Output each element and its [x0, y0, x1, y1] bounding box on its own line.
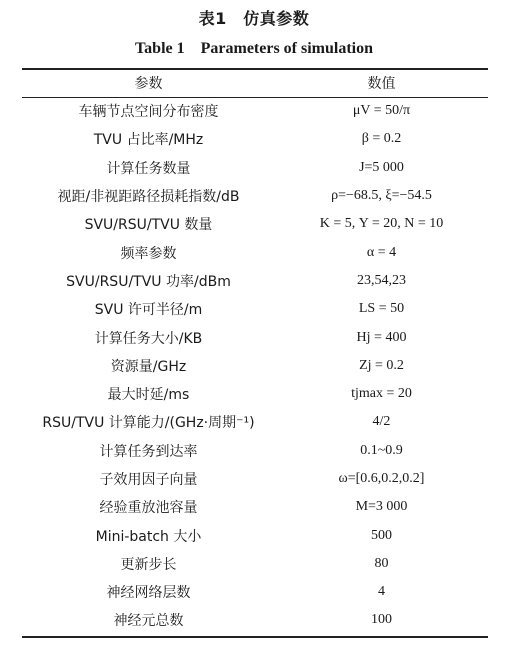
table-row [22, 380, 488, 408]
parameter-value: 500 [371, 527, 392, 543]
header-parameter: 参数 [134, 76, 163, 92]
parameter-name: 最大时延/ms [107, 387, 190, 404]
table-row [22, 606, 488, 634]
table-row [22, 465, 488, 493]
table-row [22, 154, 488, 182]
parameter-name: 频率参数 [120, 245, 177, 262]
table-row [22, 125, 488, 153]
parameter-value: ρ=−68.5, ξ=−54.5 [331, 188, 432, 204]
table-row [22, 323, 488, 351]
parameters-table [22, 69, 488, 635]
parameter-value: M=3 000 [355, 499, 408, 515]
parameter-name: 计算任务数量 [106, 160, 191, 177]
parameter-name: TVU 占比率/MHz [93, 132, 204, 149]
table-row [22, 210, 488, 238]
parameter-value: α = 4 [366, 244, 397, 260]
parameter-name: 计算任务到达率 [99, 443, 198, 460]
parameter-value: 80 [374, 555, 389, 571]
parameter-value: 4/2 [372, 414, 391, 430]
table-bottom-rule [22, 636, 488, 638]
table-row [22, 550, 488, 578]
parameter-name: 神经网络层数 [106, 585, 191, 602]
parameter-name: Mini-batch 大小 [95, 528, 202, 545]
parameter-value: Hj = 400 [356, 329, 407, 345]
table-row [22, 578, 488, 606]
parameter-value: 4 [378, 584, 385, 600]
parameter-value: ω=[0.6,0.2,0.2] [338, 471, 425, 486]
parameter-value: tjmax = 20 [351, 386, 412, 402]
table-caption-english: Table 1 Parameters of simulation [134, 40, 374, 57]
table-row [22, 267, 488, 295]
table-caption-chinese: 表1 仿真参数 [198, 9, 310, 28]
parameter-name: 视距/非视距路径损耗指数/dB [57, 189, 240, 206]
parameter-value: Zj = 0.2 [359, 357, 404, 373]
parameter-name: SVU 许可半径/m [94, 302, 203, 319]
table-row [22, 97, 488, 125]
table-row [22, 295, 488, 323]
parameter-name: RSU/TVU 计算能力/(GHz·周期⁻¹) [42, 415, 255, 432]
parameter-name: 神经元总数 [113, 613, 184, 630]
parameter-name: SVU/RSU/TVU 数量 [84, 217, 213, 234]
parameter-value: J=5 000 [359, 159, 404, 175]
parameter-value: 0.1~0.9 [360, 442, 403, 458]
table-row [22, 437, 488, 465]
parameter-name: 车辆节点空间分布密度 [78, 104, 219, 121]
parameter-name: 计算任务大小/KB [94, 330, 203, 347]
table-row [22, 521, 488, 549]
parameter-name: 子效用因子向量 [99, 472, 198, 488]
parameter-value: β = 0.2 [361, 131, 402, 147]
parameter-name: SVU/RSU/TVU 功率/dBm [66, 273, 231, 290]
parameter-value: 23,54,23 [357, 272, 406, 288]
table-row [22, 493, 488, 521]
table-row [22, 408, 488, 436]
parameter-value: μV = 50/π [352, 103, 411, 119]
header-value: 数值 [367, 76, 396, 92]
parameter-value: K = 5, Υ = 20, N = 10 [319, 216, 444, 232]
table-header-row [22, 69, 488, 97]
table-row [22, 182, 488, 210]
table-row [22, 238, 488, 266]
parameter-value: 100 [371, 612, 392, 628]
parameter-name: 经验重放池容量 [99, 500, 198, 517]
parameter-name: 更新步长 [120, 556, 177, 573]
parameter-value: LS = 50 [358, 301, 405, 317]
table-row [22, 352, 488, 380]
parameter-name: 资源量/GHz [110, 358, 187, 375]
